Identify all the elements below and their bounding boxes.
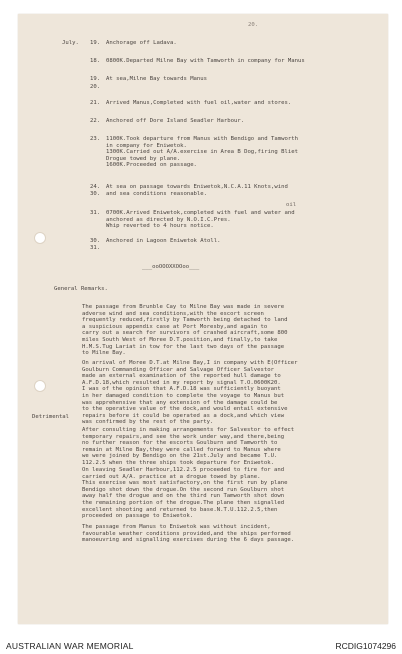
remarks-paragraph: On leaving Seadler Harbour,112.2.5 proceeded to fire for and carried out A/A. practice at a drogue towed by plane. This exercise was most satisfactory,on the first run by plane Bendigo shot down the drogue.On the second run Goulburn shot away half the drogue and on the third run Tamworth shot down the remaining portion of the drogue.The plane then signalled excellent shooting and returned to base.N.T.U.112.2.5,then proceeded on passage to Eniwetok. [82, 467, 288, 520]
entry-date: 30. [90, 191, 101, 197]
entry-date: 22. [90, 118, 101, 124]
entry-date: 21. [90, 100, 101, 106]
document-page [18, 14, 388, 624]
remarks-paragraph: The passage from Manus to Eniwetok was without incident, favourable weather conditions provided,and the ships performed manoeuvring and signalling exercises during the 6 days passage. [82, 524, 295, 544]
handwritten-note: oil [286, 202, 297, 208]
entry-date: 19. [90, 40, 101, 46]
entry-text: Arrived Manus,Completed with fuel oil,water and stores. [106, 100, 292, 106]
entry-date: 30. [90, 238, 101, 244]
entry-text: Anchorage off Ladava. [106, 40, 177, 46]
entry-text: 1100K.Took departure from Manus with Bendigo and Tamworth in company for Eniwetok. 1300K.Carried out A/A.exercise in Area B Dog,firing Bliet Drogue towed by plane. 1600K.Proceeded on passage. [106, 136, 298, 169]
entry-date: 18. [90, 58, 101, 64]
entry-text: 0800K.Departed Milne Bay with Tamworth in company for Manus [106, 58, 305, 64]
entry-text: At sea on passage towards Eniwetok,N.C.A.11 Knots,wind [106, 184, 288, 190]
section-divider: ___ooOOOXXOOoo___ [142, 264, 200, 270]
entry-text: Anchored off Dore Island Seadler Harbour. [106, 118, 245, 124]
remarks-heading: General Remarks. [54, 286, 108, 292]
entry-text: 0700K.Arrived Eniwetok,completed with fuel and water and anchored as directed by N.O.I.C.Pres. Whip reverted to 4 hours notice. [106, 210, 295, 230]
month-header: July. [62, 40, 79, 46]
entry-text: At sea,Milne Bay towards Manus [106, 76, 208, 82]
entry-text: Anchored in Lagoon Eniwetok Atoll. [106, 238, 221, 244]
footer-source: AUSTRALIAN WAR MEMORIAL [6, 641, 134, 651]
entry-date: 20. [90, 84, 101, 90]
entry-date: 31. [90, 210, 101, 216]
punch-hole [34, 380, 46, 392]
entry-date: 19. [90, 76, 101, 82]
page-number: 20. [248, 22, 259, 28]
punch-hole [34, 232, 46, 244]
entry-date: 31. [90, 245, 101, 251]
footer-record-id: RCDIG1074296 [335, 641, 396, 651]
archive-footer [0, 636, 402, 654]
remarks-paragraph: On arrival of Moree D.T.at Milne Bay,I in company with E(Officer Goulburn Commanding Officer and Salvage Officer Salvestor made an external examination of the reported hull damage to A.F.D.18,which resulted in my report by signal T.O.0600K20. I was of the opinion that A.F.D.18 was sufficiently buoyant in her damaged condition to complete the voyage to Manus but was apprehensive that any extension of the damage could be to the operative value of the dock,and would entail extensive repairs before it could be operated as a dock,and which view was confirmed by the rest of the party. [82, 360, 298, 426]
remarks-paragraph: The passage from Brunble Cay to Milne Bay was made in severe adverse wind and sea conditions,with the escort screen frequently reduced,firstly by Tamworth being detached to land a suspicious appendix case at Port Moresby,and again to carry out a search for survivors of crashed aircraft,some 800 miles South West of Moree D.T.position,and finally,to take H.M.S.Tug Lariat in tow for the last two days of the passage to Milne Bay. [82, 304, 288, 357]
remarks-paragraph: After consulting in making arrangements for Salvestor to effect temporary repairs,and see the work under way,and there,being no further reason for the escorts Goulburn and Tamworth to remain at Milne Bay,they were called forward to Manus where we were joined by Bendigo on the 21st.July and became T.U. 112.2.5 when the three ships took departure for Eniwetok. [82, 427, 295, 466]
margin-note: Detrimental [32, 414, 70, 420]
entry-date: 24. [90, 184, 101, 190]
entry-date: 23. [90, 136, 101, 142]
entry-text: and sea conditions reasonable. [106, 191, 208, 197]
